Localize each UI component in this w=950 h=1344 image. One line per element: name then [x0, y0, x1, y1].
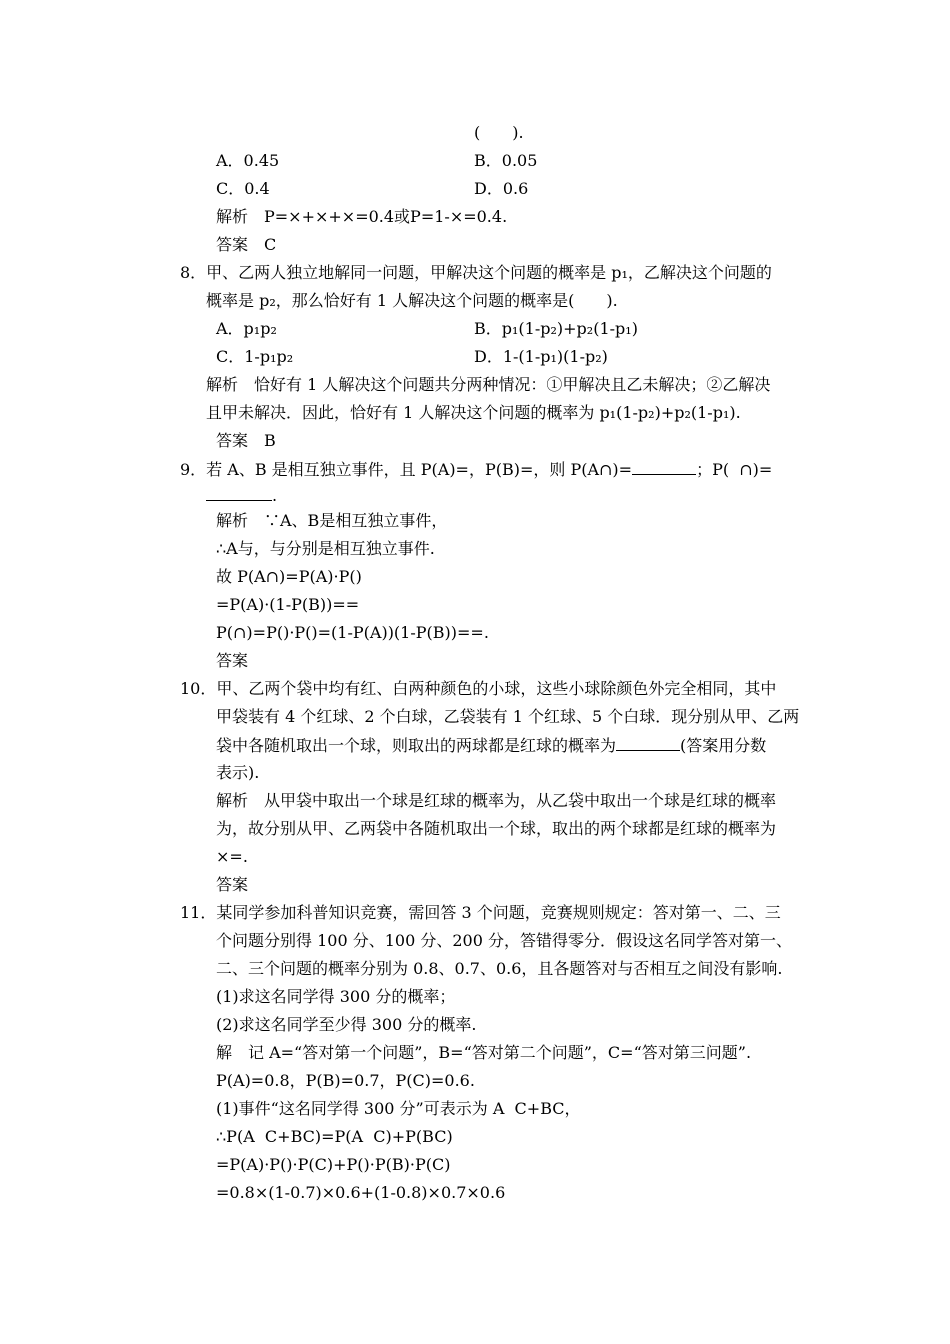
q11-stem-line2: 个问题分别得 100 分、100 分、200 分，答错得零分．假设这名同学答对第一、 [216, 931, 792, 950]
q11-part-1: (1)求这名同学得 300 分的概率； [216, 987, 456, 1006]
q10-stem-text: 袋中各随机取出一个球，则取出的两球都是红球的概率为 [216, 736, 617, 755]
q11-solution-line3: (1)事件“这名同学得 300 分”可表示为 A C+BC， [216, 1099, 581, 1118]
q9-answer-blank-2[interactable] [206, 485, 272, 501]
q10-stem-tail: (答案用分数 [680, 736, 767, 755]
q9-stem-text: 9．若 A、B 是相互独立事件，且 P(A)=，P(B)=，则 P(A∩)= [180, 460, 633, 479]
q10-stem-line2: 甲袋装有 4 个红球、2 个白球，乙袋装有 1 个红球、5 个白球．现分别从甲、乙两 [216, 707, 800, 726]
q8-option-a: A．p₁p₂ [216, 319, 277, 338]
q7-stem-tail: ( ). [474, 123, 524, 142]
q10-stem-line3 [216, 735, 766, 756]
q11-solution-line6: =0.8×(1-0.7)×0.6+(1-0.8)×0.7×0.6 [216, 1183, 506, 1202]
q7-option-a: A．0.45 [216, 151, 280, 170]
q9-answer-blank-1[interactable] [632, 459, 696, 475]
q10-stem-line4: 表示). [216, 763, 260, 782]
q11-part-2: (2)求这名同学至少得 300 分的概率. [216, 1015, 477, 1034]
q9-stem-end: . [272, 486, 278, 505]
q9-analysis-line1: 解析 ∵A、B是相互独立事件， [216, 511, 448, 530]
q8-option-d: D．1-(1-p₁)(1-p₂) [474, 347, 608, 366]
q7-analysis: 解析 P=×+×+×=0.4或P=1-×=0.4. [216, 207, 508, 226]
q10-analysis-line1: 解析 从甲袋中取出一个球是红球的概率为，从乙袋中取出一个球是红球的概率 [216, 791, 777, 810]
q10-analysis-line3: ×=. [216, 847, 248, 866]
q8-option-b: B．p₁(1-p₂)+p₂(1-p₁) [474, 319, 638, 338]
q9-stem-line1 [180, 459, 772, 480]
q8-option-c: C．1-p₁p₂ [216, 347, 294, 366]
q7-answer: 答案 C [216, 235, 277, 254]
q8-stem-line2: 概率是 p₂，那么恰好有 1 人解决这个问题的概率是( ). [206, 291, 618, 310]
q9-analysis-line2: ∴A与，与分别是相互独立事件. [216, 539, 435, 558]
q10-analysis-line2: 为，故分别从甲、乙两袋中各随机取出一个球，取出的两个球都是红球的概率为 [216, 819, 777, 838]
q9-analysis-line3: 故 P(A∩)=P(A)·P() [216, 567, 362, 586]
q11-solution-line5: =P(A)·P()·P(C)+P()·P(B)·P(C) [216, 1155, 451, 1174]
q9-analysis-line5: P(∩)=P()·P()=(1-P(A))(1-P(B))==. [216, 623, 489, 642]
q11-stem-line1: 11．某同学参加科普知识竞赛，需回答 3 个问题，竞赛规则规定：答对第一、二、三 [180, 903, 781, 922]
q8-answer: 答案 B [216, 431, 276, 450]
q10-answer: 答案 [216, 875, 249, 894]
q11-solution-line2: P(A)=0.8，P(B)=0.7，P(C)=0.6. [216, 1071, 475, 1090]
q9-answer: 答案 [216, 651, 249, 670]
q7-option-d: D．0.6 [474, 179, 529, 198]
q9-analysis-line4: =P(A)·(1-P(B))== [216, 595, 360, 614]
q7-option-b: B．0.05 [474, 151, 538, 170]
q11-solution-line4: ∴P(A C+BC)=P(A C)+P(BC) [216, 1127, 453, 1146]
q11-stem-line3: 二、三个问题的概率分别为 0.8、0.7、0.6，且各题答对与否相互之间没有影响. [216, 959, 783, 978]
q7-option-c: C．0.4 [216, 179, 270, 198]
q8-analysis-line2: 且甲未解决．因此，恰好有 1 人解决这个问题的概率为 p₁(1-p₂)+p₂(1-p₁). [206, 403, 741, 422]
q9-stem-tail: ；P( ∩)= [696, 460, 773, 479]
q8-stem-line1: 8．甲、乙两人独立地解同一问题，甲解决这个问题的概率是 p₁，乙解决这个问题的 [180, 263, 772, 282]
q11-solution-line1: 解 记 A=“答对第一个问题”，B=“答对第二个问题”，C=“答对第三问题”. [216, 1043, 752, 1062]
q8-analysis-line1: 解析 恰好有 1 人解决这个问题共分两种情况：①甲解决且乙未解决；②乙解决 [206, 375, 771, 394]
q10-answer-blank[interactable] [616, 735, 680, 751]
q10-stem-line1: 10．甲、乙两个袋中均有红、白两种颜色的小球，这些小球除颜色外完全相同，其中 [180, 679, 777, 698]
q9-stem-line2 [206, 485, 277, 506]
